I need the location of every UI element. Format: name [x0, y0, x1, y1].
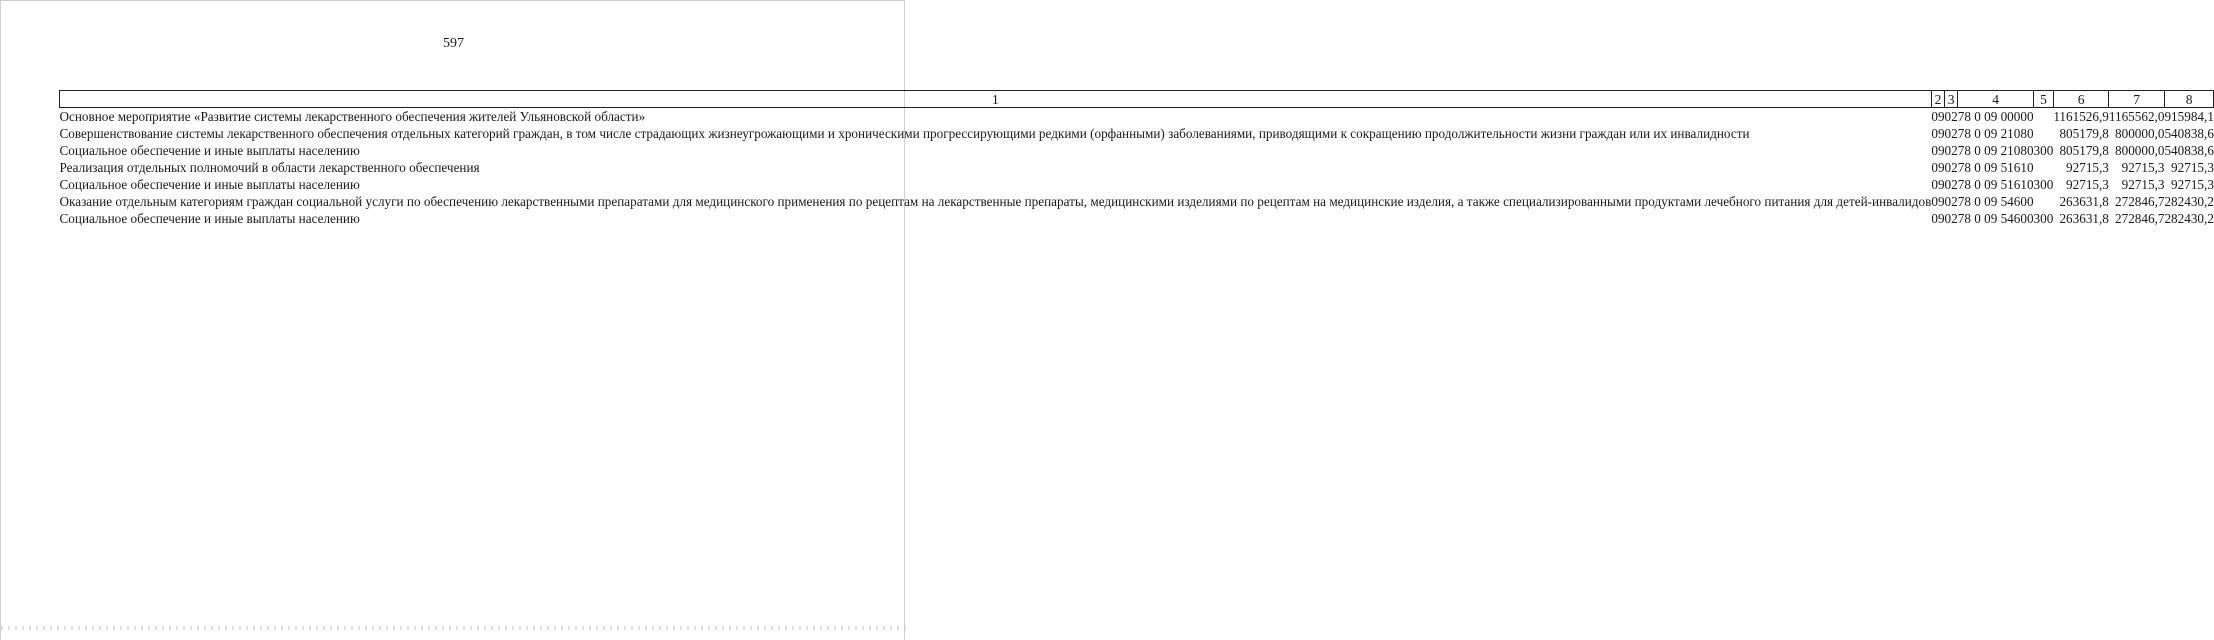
row-amount-col7: 92715,3 [2121, 160, 2165, 175]
column-header: 6 [2053, 91, 2109, 108]
column-header: 5 [2034, 91, 2054, 108]
column-header: 7 [2109, 91, 2165, 108]
row-target-code: 78 0 09 21080 [1957, 126, 2034, 141]
column-header: 1 [60, 91, 1932, 108]
row-target-code: 78 0 09 51610 [1957, 177, 2034, 192]
row-expense-type [2034, 108, 2054, 126]
row-amount-col8: 282430,2 [2164, 194, 2214, 209]
table-row [60, 125, 2214, 142]
row-name: Основное мероприятие «Развитие системы лекарственного обеспечения жителей Ульяновской области» [59, 109, 646, 124]
row-section: 09 [1931, 194, 1945, 209]
row-amount-col7: 800000,0 [2115, 126, 2165, 141]
row-amount-col8: 282430,2 [2164, 211, 2214, 226]
row-section: 09 [1931, 177, 1945, 192]
row-amount-col8: 92715,3 [2171, 160, 2214, 175]
table-row [60, 193, 2214, 210]
row-amount-col6: 1161526,9 [2053, 109, 2109, 124]
row-subsection: 02 [1944, 143, 1958, 158]
row-expense-type: 300 [2033, 177, 2054, 192]
row-section: 09 [1931, 211, 1945, 226]
row-amount-col7: 1165562,0 [2108, 109, 2165, 124]
row-amount-col7: 272846,7 [2115, 194, 2165, 209]
row-amount-col8: 540838,6 [2164, 126, 2214, 141]
row-target-code: 78 0 09 54600 [1957, 194, 2034, 209]
row-amount-col6: 92715,3 [2066, 177, 2109, 192]
table-row [60, 210, 2214, 227]
table-row [60, 159, 2214, 176]
row-section: 09 [1931, 143, 1945, 158]
header-row [60, 91, 2214, 108]
row-name: Реализация отдельных полномочий в области лекарственного обеспечения [59, 160, 480, 175]
row-amount-col8: 540838,6 [2164, 143, 2214, 158]
column-header: 8 [2164, 91, 2213, 108]
row-amount-col8: 915984,1 [2164, 109, 2214, 124]
table-row [60, 108, 2214, 126]
row-target-code: 78 0 09 54600 [1957, 211, 2034, 226]
row-expense-type [2034, 125, 2054, 142]
row-subsection: 02 [1944, 160, 1958, 175]
row-name: Социальное обеспечение и иные выплаты населению [59, 143, 360, 158]
row-subsection: 02 [1944, 177, 1958, 192]
row-subsection: 02 [1944, 211, 1958, 226]
row-name: Совершенствование системы лекарственного обеспечения отдельных категорий граждан, в том числе страдающих жизнеугрожающими и хроническими прогрессирующими редкими (орфанными) заболеваниями, приводящими к сокращению продолжительности жизни граждан или их инвалидности [59, 126, 1750, 141]
row-amount-col6: 263631,8 [2059, 194, 2109, 209]
row-amount-col7: 272846,7 [2115, 211, 2165, 226]
row-amount-col6: 805179,8 [2059, 143, 2109, 158]
row-section: 09 [1931, 109, 1945, 124]
table-row [60, 176, 2214, 193]
row-expense-type [2034, 159, 2054, 176]
column-header: 2 [1931, 91, 1944, 108]
scan-edge-artifact [1, 626, 906, 630]
row-amount-col7: 92715,3 [2121, 177, 2165, 192]
row-expense-type: 300 [2033, 143, 2054, 158]
row-expense-type: 300 [2033, 211, 2054, 226]
page-number: 597 [443, 36, 464, 51]
row-amount-col8: 92715,3 [2171, 177, 2214, 192]
row-target-code: 78 0 09 21080 [1957, 143, 2034, 158]
row-amount-col6: 263631,8 [2059, 211, 2109, 226]
table-row [60, 142, 2214, 159]
column-header: 3 [1945, 91, 1958, 108]
row-name: Оказание отдельным категориям граждан социальной услуги по обеспечению лекарственными препаратами для медицинского применения по рецептам на лекарственные препараты, медицинскими изделиями по рецептам на медицинские изделия, а также специализированными продуктами лечебного питания для детей-инвалидов [59, 194, 1932, 209]
row-section: 09 [1931, 126, 1945, 141]
budget-table [59, 90, 2214, 227]
row-subsection: 02 [1944, 194, 1958, 209]
row-section: 09 [1931, 160, 1945, 175]
column-header: 4 [1958, 91, 2034, 108]
row-name: Социальное обеспечение и иные выплаты населению [59, 211, 360, 226]
row-subsection: 02 [1944, 109, 1958, 124]
row-target-code: 78 0 09 51610 [1957, 160, 2034, 175]
row-target-code: 78 0 09 00000 [1957, 109, 2034, 124]
row-amount-col6: 805179,8 [2059, 126, 2109, 141]
row-amount-col6: 92715,3 [2066, 160, 2109, 175]
row-amount-col7: 800000,0 [2115, 143, 2165, 158]
row-name: Социальное обеспечение и иные выплаты населению [59, 177, 360, 192]
row-subsection: 02 [1944, 126, 1958, 141]
row-expense-type [2034, 193, 2054, 210]
